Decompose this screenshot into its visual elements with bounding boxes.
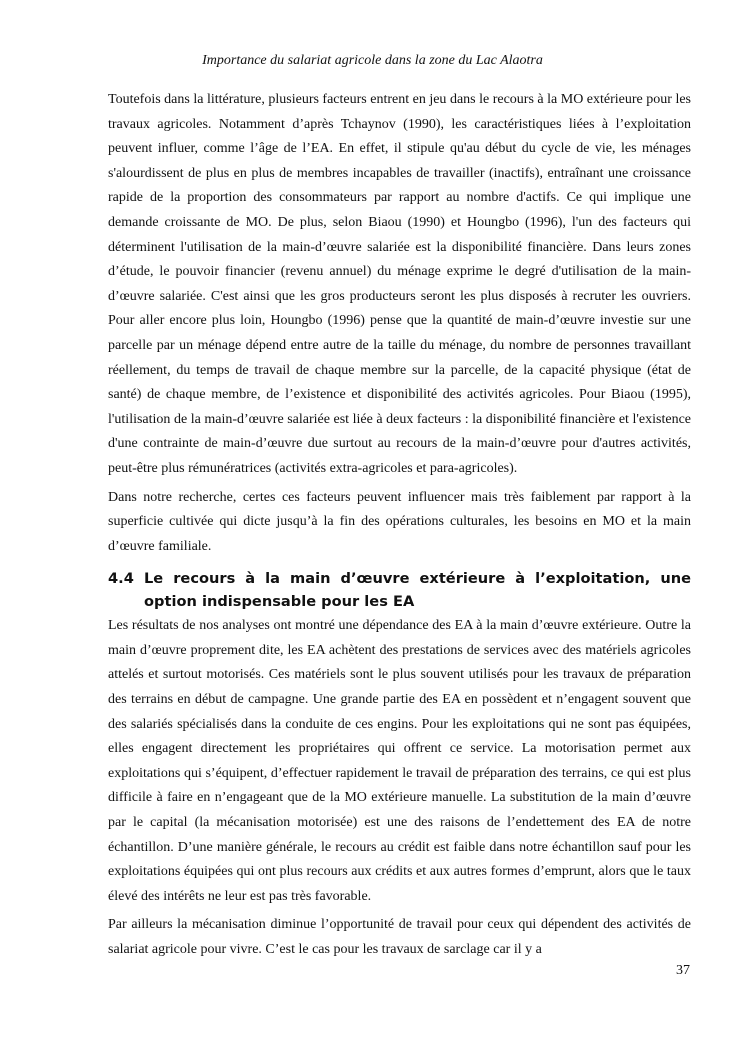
paragraph-literature-factors: Toutefois dans la littérature, plusieurs facteurs entrent en jeu dans le recours à la MO extérieure pour les travaux agricoles. Notamment d’après Tchaynov (1990), les caractéristiques liées à l’exploitation peuvent influer, comme l’âge de l’EA. En effet, il stipule qu'au début du cycle de vie, les ménages s'alourdissent de plus en plus de membres incapables de travailler (inactifs), entraînant une croissance rapide de la proportion des consommateurs par rapport au nombre d'actifs. Ce qui implique une demande croissante de MO. De plus, selon Biaou (1990) et Houngbo (1996), l'un des facteurs qui déterminent l'utilisation de la main-d’œuvre salariée est la disponibilité financière. Dans leurs zones d’étude, le pouvoir financier (revenu annuel) du ménage exprime le degré d'utilisation de la main-d’œuvre salariée. C'est ainsi que les gros producteurs seront les plus disposés à recruter les ouvriers. Pour aller encore plus loin, Houngbo (1996) pense que la quantité de main-d’œuvre investie sur une parcelle par un ménage dépend entre autre de la taille du ménage, du nombre de personnes travaillant réellement, du temps de travail de chaque membre sur la parcelle, de la capacité physique (état de santé) de chaque membre, de l’existence et disponibilité des activités agricoles. Pour Biaou (1995), l'utilisation de la main-d’œuvre salariée est liée à deux facteurs : la disponibilité financière et l'existence d'une contrainte de main-d’œuvre due surtout au recours de la main-d’œuvre pour d'autres activités, peut-être plus rémunératrices (activités extra-agricoles et para-agricoles). xyxy=(108,92,691,476)
page-number: 37 xyxy=(676,963,690,978)
section-heading xyxy=(108,567,691,613)
running-header: Importance du salariat agricole dans la zone du Lac Alaotra xyxy=(202,53,543,68)
section-number: 4.4 xyxy=(108,570,134,588)
paragraph-our-research: Dans notre recherche, certes ces facteurs peuvent influencer mais très faiblement par rapport à la superficie cultivée qui dicte jusqu’à la fin des opérations culturales, les besoins en MO et la main d’œuvre familiale. xyxy=(108,489,691,554)
section-title: Le recours à la main d’œuvre extérieure à l’exploitation, une option indispensable pour les EA xyxy=(144,570,691,611)
body-text xyxy=(108,88,691,963)
paragraph-mechanisation: Par ailleurs la mécanisation diminue l’opportunité de travail pour ceux qui dépendent des activités de salariat agricole pour vivre. C’est le cas pour les travaux de sarclage car il y a xyxy=(108,917,691,957)
paragraph-analysis-results: Les résultats de nos analyses ont montré une dépendance des EA à la main d’œuvre extérieure. Outre la main d’œuvre proprement dite, les EA achètent des prestations de services avec des matériels agricoles attelés et surtout motorisés. Ces matériels sont le plus souvent utilisés pour les travaux de préparation des terrains en début de campagne. Une grande partie des EA en possèdent et n’engagent souvent que des salariés spécialisés dans la conduite de ces engins. Pour les exploitations qui ne sont pas équipées, elles engagent directement les propriétaires qui offrent ce service. La motorisation permet aux exploitations qui s’équipent, d’effectuer rapidement le travail de préparation des terrains, ce qui est plus difficile à faire en n’engageant que de la MO extérieure manuelle. La substitution de la main d’œuvre par le capital (la mécanisation motorisée) est une des raisons de l’endettement des EA de notre échantillon. D’une manière générale, le recours au crédit est faible dans notre échantillon sauf pour les exploitations équipées qui ont plus recours aux crédits et aux autres formes d’emprunt, alors que le taux élevé des intérêts ne leur est pas très favorable. xyxy=(108,618,691,904)
